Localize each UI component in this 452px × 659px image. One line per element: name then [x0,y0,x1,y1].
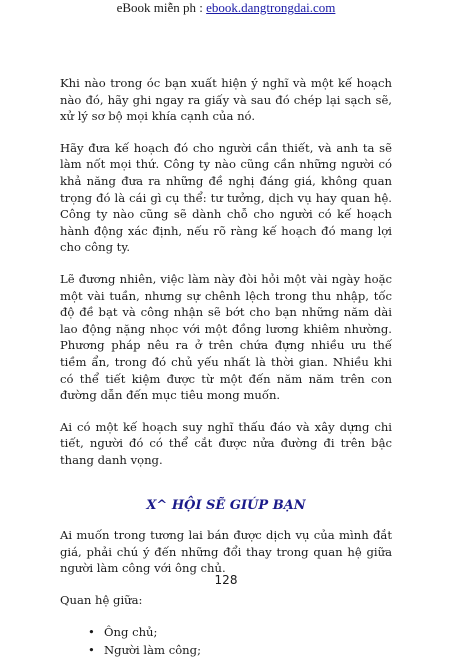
paragraph-2: Hãy đưa kế hoạch đó cho người cần thiết, và anh ta sẽ làm nốt mọi thứ. Công ty nào cũng cần những người có khả năng đưa ra những đề nghị đáng giá, không quan trọng đó là cái gì cụ thể: tư tưởng, dịch vụ hay quan hệ. Công ty nào cũng sẽ dành chỗ cho người có kế hoạch hành động xác định, nếu rõ ràng kế hoạch đó mang lợi cho công ty. [60,140,392,255]
bullet-icon: • [88,643,95,658]
paragraph-1: Khi nào trong óc bạn xuất hiện ý nghĩ và một kế hoạch nào đó, hãy ghi ngay ra giấy và sau đó chép lại sạch sẽ, xử lý sơ bộ mọi khía cạnh của nó. [60,76,392,124]
section-paragraph-2: Quan hệ giữa: [60,592,143,607]
list-item-text: Ông chủ; [104,625,158,640]
list-item [88,623,392,641]
page-header [0,0,452,16]
paragraph-4: Ai có một kế hoạch suy nghĩ thấu đáo và xây dựng chi tiết, người đó có thể cắt được nửa đường đi trên bậc thang danh vọng. [60,419,392,467]
page-number: 128 [214,573,238,587]
page-content [60,75,392,659]
bullet-list [60,623,392,659]
list-item [88,641,392,659]
paragraph-3: Lẽ đương nhiên, việc làm này đòi hỏi một vài ngày hoặc một vài tuần, nhưng sự chênh lệch trong thu nhập, tốc độ đề bạt và công nhận sẽ bớt cho bạn những năm dài lao động nặng nhọc với một đồng lương khiêm nhường. Phương pháp nêu ra ở trên chứa đựng nhiều ưu thế tiềm ẩn, trong đó chủ yếu nhất là thời gian. Nhiều khi có thể tiết kiệm được từ một đến năm năm trên con đường dẫn đến mục tiêu mong muốn. [60,271,392,403]
header-prefix: eBook miễn ph : [116,0,207,15]
section-paragraph-1: Ai muốn trong tương lai bán được dịch vụ của mình đắt giá, phải chú ý đến những đổi thay trong quan hệ giữa người làm công với ông chủ. [60,528,392,576]
section-title: X^ HỘI SẼ GIÚP BẠN [146,498,306,514]
bullet-icon: • [88,625,95,640]
header-link[interactable]: ebook.dangtrongdai.com [206,0,336,15]
list-item-text: Người làm công; [104,643,201,658]
